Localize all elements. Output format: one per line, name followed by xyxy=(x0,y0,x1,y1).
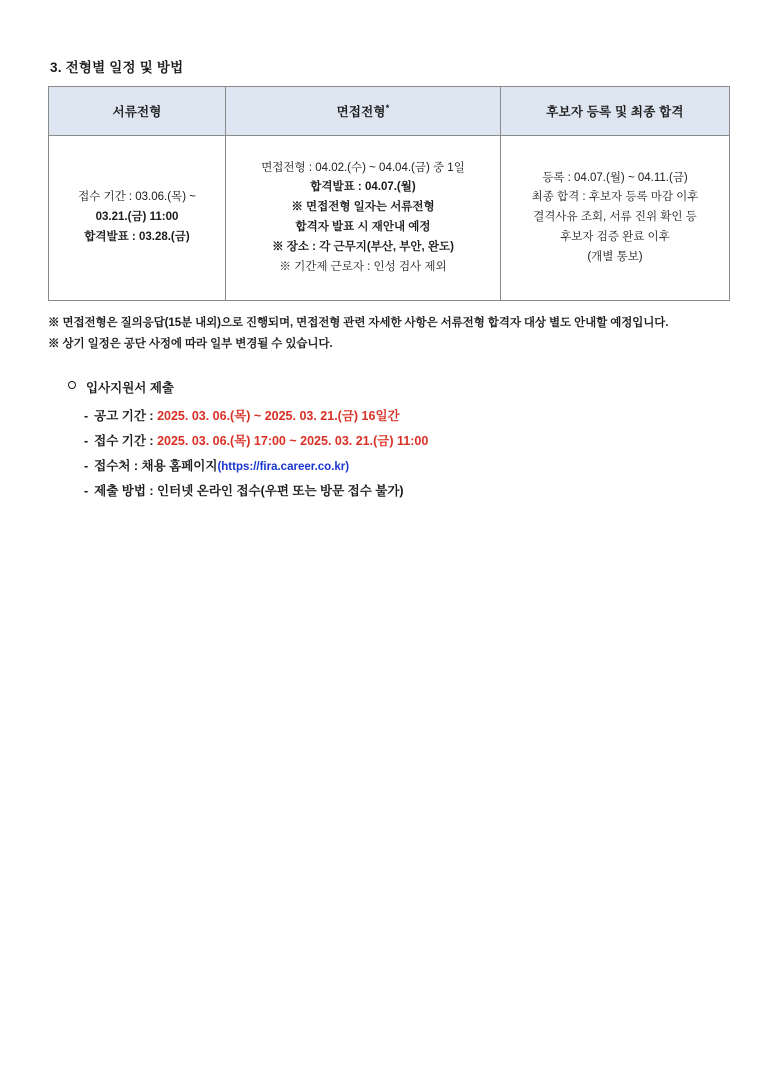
table-row xyxy=(49,136,730,301)
cell-line: 면접전형 : 04.02.(수) ~ 04.04.(금) 중 1일 xyxy=(261,161,465,174)
table-header-asterisk: * xyxy=(385,102,390,113)
list-item xyxy=(84,479,720,504)
list-item-label: 접수 기간 : xyxy=(94,433,158,448)
cell-line: 최종 합격 : 후보자 등록 마감 이후 xyxy=(531,191,699,204)
cell-line: 합격발표 : 03.28.(금) xyxy=(84,230,190,243)
table-header-row xyxy=(49,87,730,136)
table-header-interview xyxy=(226,87,501,136)
cell-final-registration xyxy=(501,136,730,301)
list-item xyxy=(84,454,720,479)
document-content xyxy=(48,56,720,504)
cell-line: 합격자 발표 시 재안내 예정 xyxy=(295,221,431,233)
list-item xyxy=(84,404,720,429)
notes-block xyxy=(48,313,720,356)
table-header-interview-label: 면접전형 xyxy=(336,105,386,119)
application-block xyxy=(68,378,720,504)
cell-line: 합격발표 : 04.07.(월) xyxy=(310,181,416,194)
note-line: ※ 상기 일정은 공단 사정에 따라 일부 변경될 수 있습니다. xyxy=(48,338,333,351)
list-item-value: 2025. 03. 06.(목) 17:00 ~ 2025. 03. 21.(금) 11:00 xyxy=(157,433,429,448)
circle-bullet-icon xyxy=(68,381,76,389)
application-list xyxy=(84,404,720,504)
cell-line: ※ 면접전형 일자는 서류전형 xyxy=(291,201,435,214)
list-dash: - xyxy=(84,483,89,498)
schedule-table xyxy=(48,86,730,301)
list-item xyxy=(84,429,720,454)
cell-line: 결격사유 조회, 서류 진위 확인 등 xyxy=(533,211,697,224)
note-line: ※ 면접전형은 질의응답(15분 내외)으로 진행되며, 면접전형 관련 자세한 사항은 서류전형 합격자 대상 별도 안내할 예정입니다. xyxy=(48,317,669,329)
section-number: 3. xyxy=(50,60,62,75)
table-header-final: 후보자 등록 및 최종 합격 xyxy=(501,87,730,136)
cell-line: 접수 기간 : 03.06.(목) ~ xyxy=(78,191,196,204)
application-title xyxy=(68,378,720,398)
cell-interview xyxy=(226,136,501,301)
list-dash: - xyxy=(84,458,89,473)
cell-document-screening xyxy=(49,136,226,301)
list-dash: - xyxy=(84,433,89,448)
list-dash: - xyxy=(84,408,89,423)
cell-line: (개별 통보) xyxy=(587,250,643,263)
list-item-label: 공고 기간 : xyxy=(94,408,158,423)
cell-line: 03.21.(금) 11:00 xyxy=(95,211,179,224)
section-title: 전형별 일정 및 방법 xyxy=(65,60,184,75)
cell-line: 후보자 검증 완료 이후 xyxy=(560,230,670,243)
cell-line: ※ 장소 : 각 근무지(부산, 부안, 완도) xyxy=(272,240,454,253)
application-homepage-link[interactable]: (https://fira.career.co.kr) xyxy=(217,460,350,473)
application-title-label: 입사지원서 제출 xyxy=(86,380,174,395)
table-header-document-screening: 서류전형 xyxy=(49,87,226,136)
page-title xyxy=(50,56,720,76)
list-item-label: 제출 방법 : 인터넷 온라인 접수(우편 또는 방문 접수 불가) xyxy=(94,483,404,498)
list-item-label: 접수처 : 채용 홈페이지 xyxy=(94,458,218,473)
cell-line: 등록 : 04.07.(월) ~ 04.11.(금) xyxy=(542,171,688,184)
cell-line: ※ 기간제 근로자 : 인성 검사 제외 xyxy=(279,260,447,273)
list-item-value: 2025. 03. 06.(목) ~ 2025. 03. 21.(금) 16일간 xyxy=(157,408,400,423)
